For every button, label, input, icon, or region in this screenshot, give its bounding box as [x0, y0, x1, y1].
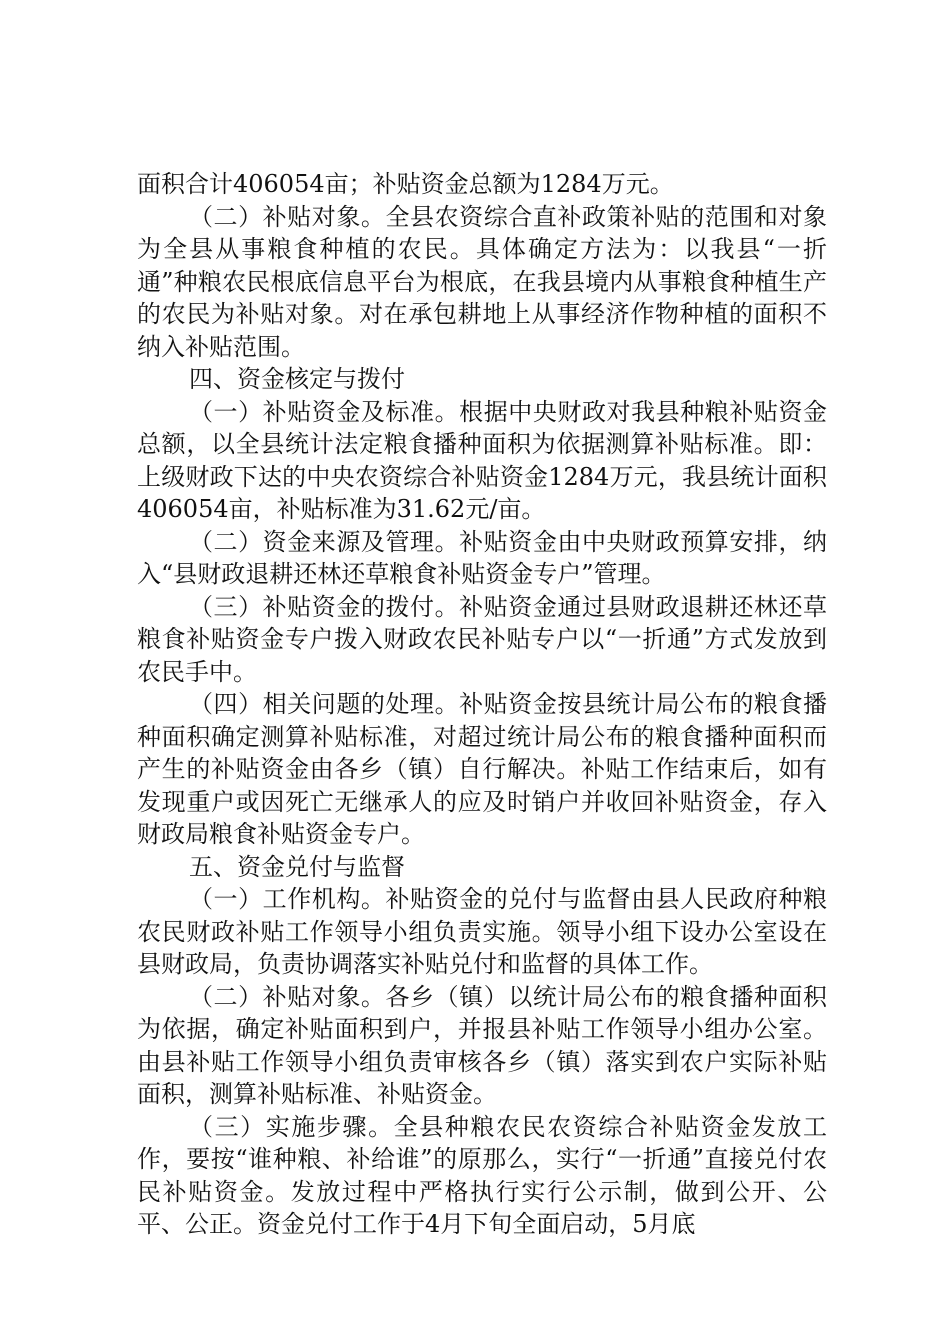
paragraph-fund-standard: （一）补贴资金及标准。根据中央财政对我县种粮补贴资金总额，以全县统计法定粮食播种面积为依据测算补贴标准。即：上级财政下达的中央农资综合补贴资金1284万元，我县统计面积406054亩，补贴标准为31.62元/亩。	[137, 397, 827, 523]
document-body	[137, 168, 827, 1241]
section-heading-payment-supervision: 五、资金兑付与监督	[189, 852, 405, 881]
paragraph-fund-allocation: （三）补贴资金的拨付。补贴资金通过县财政退耕还林还草粮食补贴资金专户拨入财政农民补贴专户以“一折通”方式发放到农民手中。	[137, 592, 827, 686]
paragraph-area-total: 面积合计406054亩；补贴资金总额为1284万元。	[137, 170, 674, 198]
paragraph-issue-handling: （四）相关问题的处理。补贴资金按县统计局公布的粮食播种面积确定测算补贴标准，对超过统计局公布的粮食播种面积而产生的补贴资金由各乡（镇）自行解决。补贴工作结束后，如有发现重户或因死亡无继承人的应及时销户并收回补贴资金，存入财政局粮食补贴资金专户。	[137, 690, 827, 848]
paragraph-subsidy-recipients: （二）补贴对象。各乡（镇）以统计局公布的粮食播种面积为依据，确定补贴面积到户，并报县补贴工作领导小组办公室。由县补贴工作领导小组负责审核各乡（镇）落实到农户实际补贴面积，测算补贴标准、补贴资金。	[137, 982, 827, 1108]
paragraph-fund-source: （二）资金来源及管理。补贴资金由中央财政预算安排，纳入“县财政退耕还林还草粮食补贴资金专户”管理。	[137, 527, 827, 588]
paragraph-subsidy-target: （二）补贴对象。全县农资综合直补政策补贴的范围和对象为全县从事粮食种植的农民。具体确定方法为：以我县“一折通”种粮农民根底信息平台为根底，在我县境内从事粮食种植生产的农民为补贴对象。对在承包耕地上从事经济作物种植的面积不纳入补贴范围。	[137, 202, 827, 361]
paragraph-work-organization: （一）工作机构。补贴资金的兑付与监督由县人民政府种粮农民财政补贴工作领导小组负责实施。领导小组下设办公室设在县财政局，负责协调落实补贴兑付和监督的具体工作。	[137, 885, 827, 978]
paragraph-implementation-steps: （三）实施步骤。全县种粮农民农资综合补贴资金发放工作，要按“谁种粮、补给谁”的原那么，实行“一折通”直接兑付农民补贴资金。发放过程中严格执行实行公示制，做到公开、公平、公正。资金兑付工作于4月下旬全面启动，5月底	[137, 1112, 827, 1238]
section-heading-fund-approval: 四、资金核定与拨付	[189, 365, 405, 393]
